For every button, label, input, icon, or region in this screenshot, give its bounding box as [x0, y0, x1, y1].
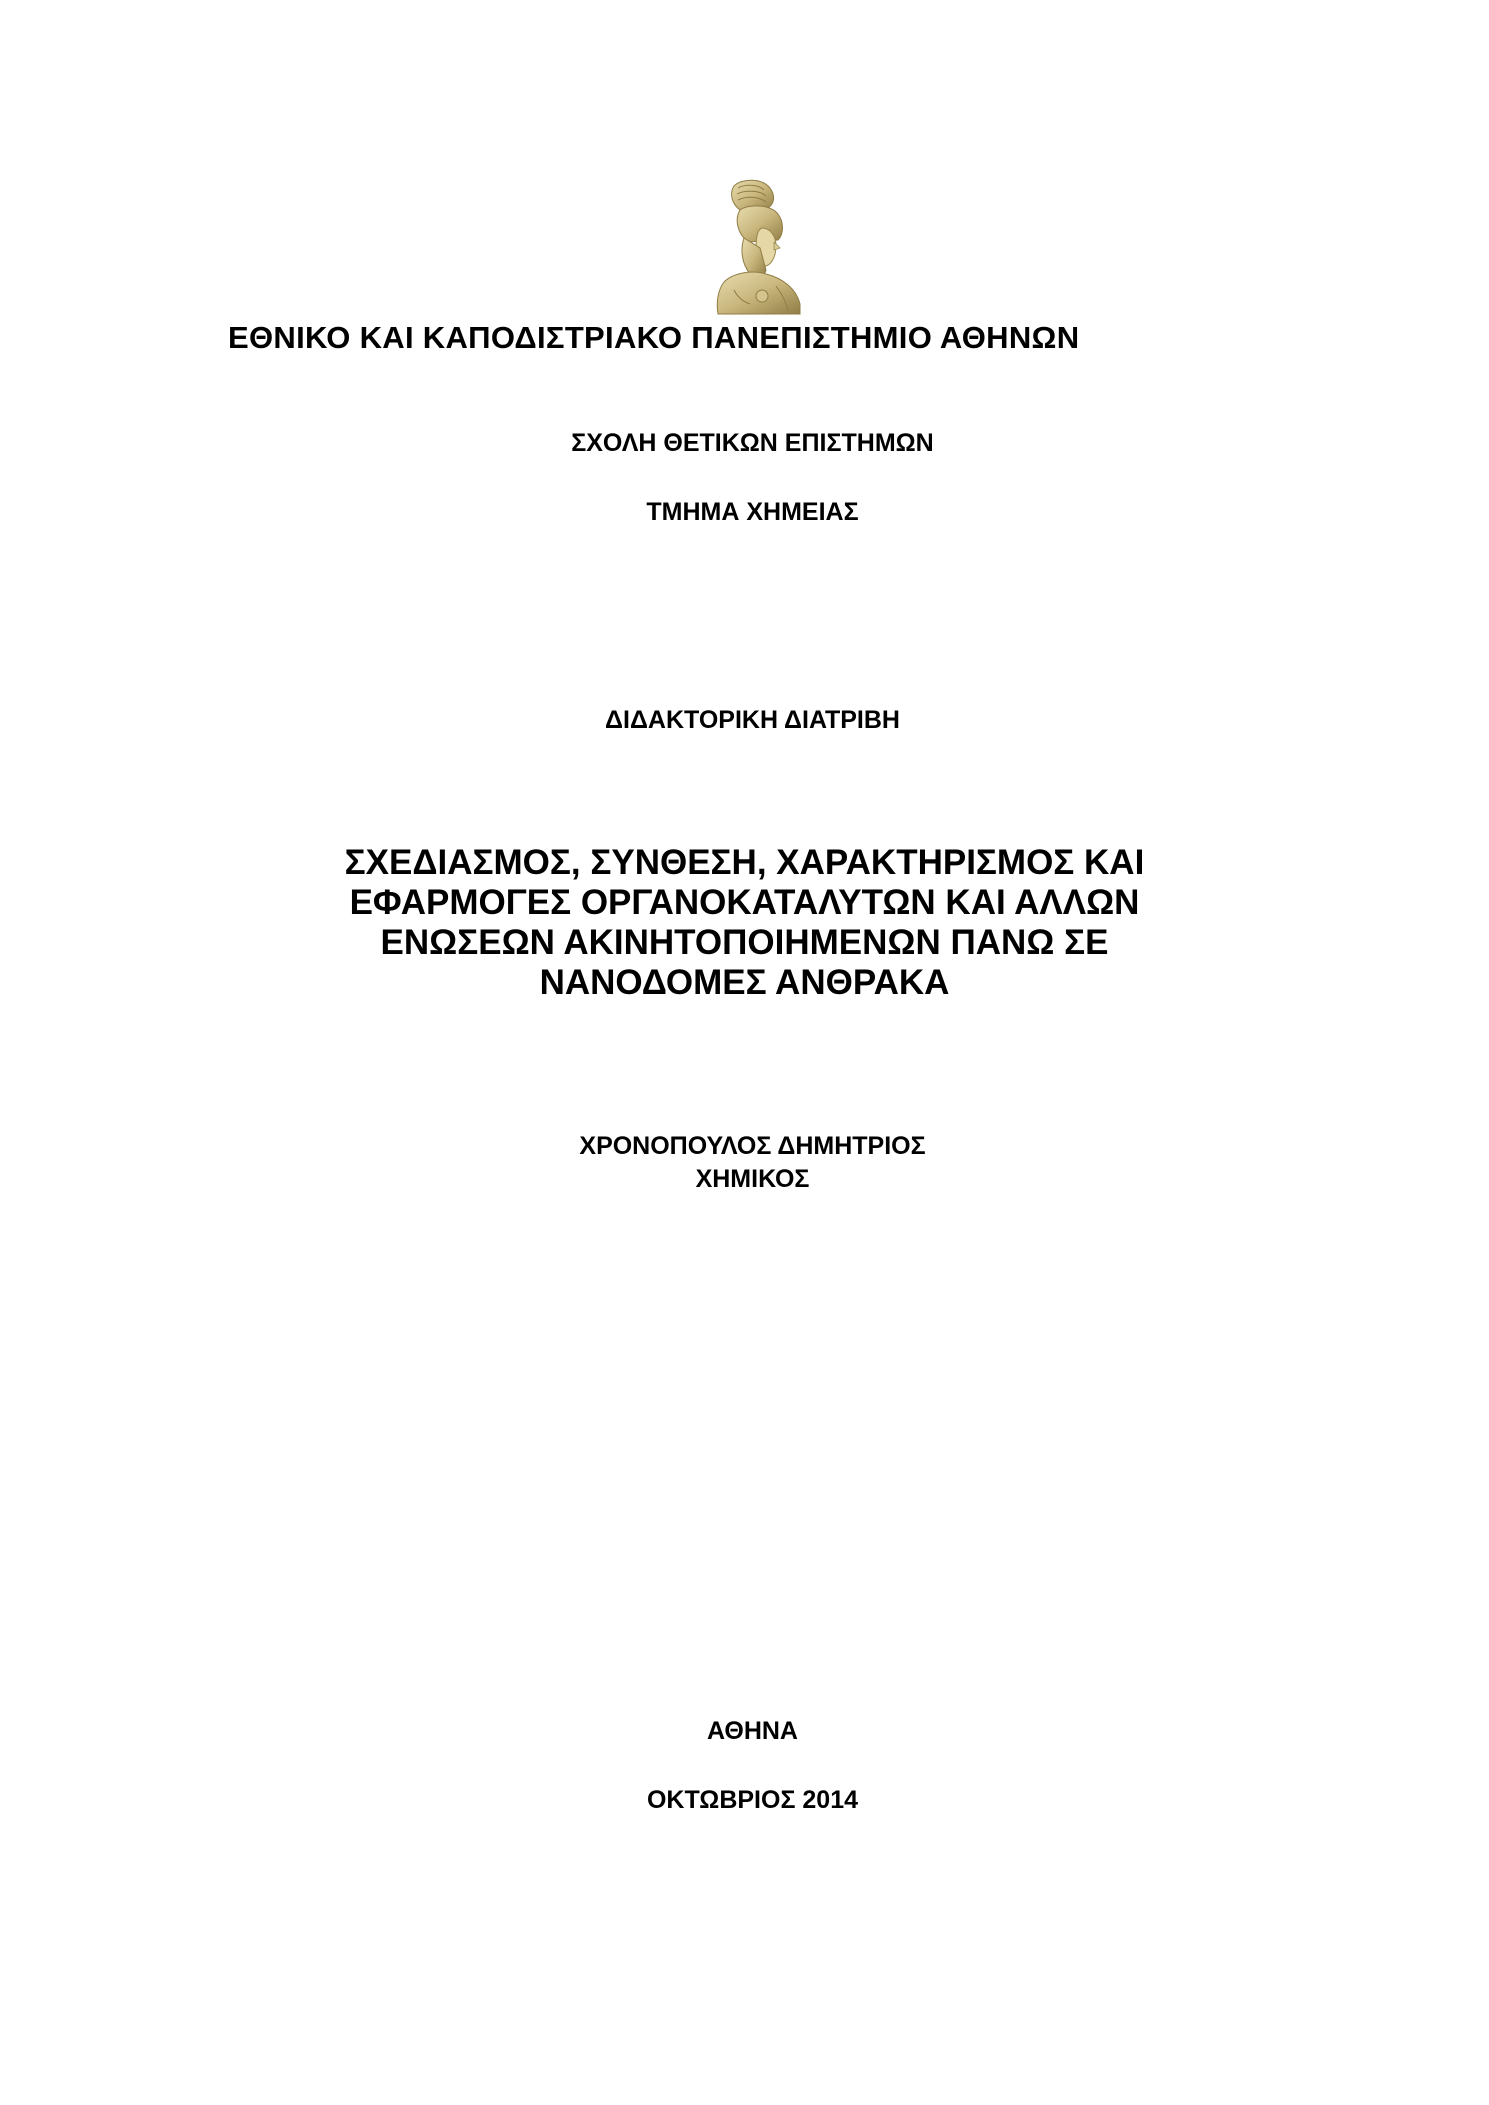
university-name: ΕΘΝΙΚΟ ΚΑΙ ΚΑΠΟΔΙΣΤΡΙΑΚΟ ΠΑΝΕΠΙΣΤΗΜΙΟ ΑΘΗΝΩΝ [228, 320, 1080, 355]
department-name: ΤΜΗΜΑ ΧΗΜΕΙΑΣ [646, 498, 859, 526]
author-name: ΧΡΟΝΟΠΟΥΛΟΣ ΔΗΜΗΤΡΙΟΣ [579, 1132, 926, 1160]
school-name: ΣΧΟΛΗ ΘΕΤΙΚΩΝ ΕΠΙΣΤΗΜΩΝ [571, 429, 934, 457]
thesis-title-line: ΣΧΕΔΙΑΣΜΟΣ, ΣΥΝΘΕΣΗ, ΧΑΡΑΚΤΗΡΙΣΜΟΣ ΚΑΙ [344, 843, 1145, 882]
city: ΑΘΗΝΑ [707, 1717, 798, 1745]
thesis-title-line: ΕΝΩΣΕΩΝ ΑΚΙΝΗΤΟΠΟΙΗΜΕΝΩΝ ΠΑΝΩ ΣΕ [380, 923, 1109, 962]
author-profession: ΧΗΜΙΚΟΣ [695, 1165, 810, 1193]
thesis-title-line: ΝΑΝΟΔΟΜΕΣ ΑΝΘΡΑΚΑ [539, 963, 950, 1002]
thesis-title-line: ΕΦΑΡΜΟΓΕΣ ΟΡΓΑΝΟΚΑΤΑΛΥΤΩΝ ΚΑΙ ΑΛΛΩΝ [349, 883, 1140, 922]
athena-bust-icon [704, 178, 814, 316]
date: ΟΚΤΩΒΡΙΟΣ 2014 [646, 1786, 859, 1814]
document-type: ΔΙΔΑΚΤΟΡΙΚΗ ΔΙΑΤΡΙΒΗ [605, 706, 900, 734]
thesis-title [0, 843, 1489, 1003]
